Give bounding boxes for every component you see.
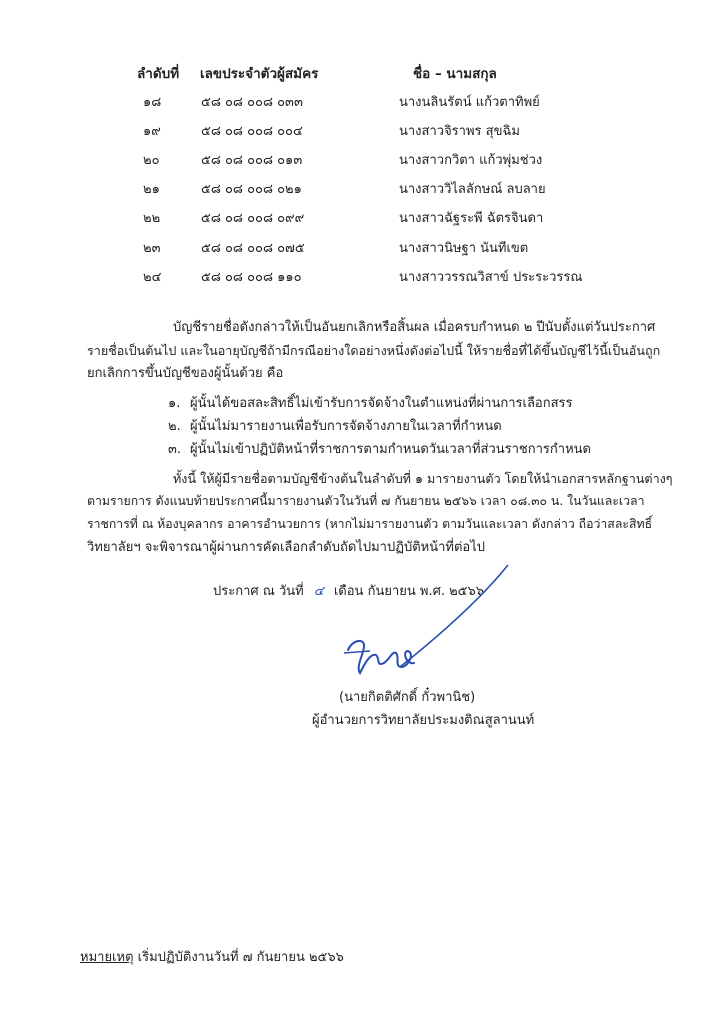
paragraph-line: ราชการที่ ณ ห้องบุคลากร อาคารอำนวยการ (หากไม่มารายงานตัว ตามวันและเวลา ดังกล่าว ถือว่าสละสิทธิ์	[87, 517, 653, 531]
announcement-prefix: ประกาศ ณ วันที่	[213, 584, 304, 599]
report-paragraph	[87, 467, 673, 559]
condition-text: ผู้นั้นได้ขอสละสิทธิ์ไม่เข้ารับการจัดจ้างในตำแหน่งที่ผ่านการเลือกสรร	[190, 396, 573, 411]
row-index: ๑๘	[143, 95, 162, 110]
note-text: เริ่มปฏิบัติงานวันที่ ๗ กันยายน ๒๕๖๖	[133, 950, 344, 965]
row-applicant-id: ๕๘ ๐๘ ๐๐๘ ๐๗๕	[201, 241, 305, 256]
signature-stroke	[348, 641, 414, 673]
condition-number: ๑.	[168, 396, 181, 411]
table-row	[0, 91, 724, 113]
row-index: ๒๑	[143, 182, 160, 197]
condition-number: ๓.	[168, 442, 182, 457]
signatory-position: ผู้อำนวยการวิทยาลัยประมงติณสูลานนท์	[312, 713, 535, 728]
header-index: ลำดับที่	[137, 66, 180, 82]
announcement-day: ๔	[313, 584, 324, 599]
signatory-name: (นายกิตติศักดิ์ กั๋วพานิช)	[339, 690, 476, 705]
row-name: นางสาวนิษฐา นันทีเขต	[399, 241, 529, 256]
note-label: หมายเหตุ	[80, 950, 134, 965]
condition-item	[168, 438, 591, 459]
paragraph-line: ตามรายการ ดังแนบท้ายประกาศนี้มารายงานตัวในวันที่ ๗ กันยายน ๒๕๖๖ เวลา ๐๘.๓๐ น. ในวันและเวลา	[87, 494, 645, 508]
paragraph-line: ยกเลิกการขึ้นบัญชีของผู้นั้นด้วย คือ	[87, 366, 284, 381]
row-name: นางสาวกวิตา แก้วพุ่มช่วง	[399, 153, 543, 168]
row-applicant-id: ๕๘ ๐๘ ๐๐๘ ๐๓๓	[201, 95, 303, 110]
signature-stroke	[400, 565, 508, 667]
condition-text: ผู้นั้นไม่เข้าปฏิบัติหน้าที่ราชการตามกำหนดวันเวลาที่ส่วนราชการกำหนด	[190, 442, 591, 457]
paragraph-line: รายชื่อเป็นต้นไป และในอายุบัญชีถ้ามีกรณีอย่างใดอย่างหนึ่งดังต่อไปนี้ ให้รายชื่อที่ได้ขึ้นบัญชีไว้นี้เป็นอันถูก	[87, 343, 661, 358]
row-name: นางสาววิไลลักษณ์ ลบลาย	[399, 182, 546, 197]
paragraph-line: วิทยาลัยฯ จะพิจารณาผู้ผ่านการคัดเลือกลำดับถัดไปมาปฏิบัติหน้าที่ต่อไป	[87, 540, 486, 555]
table-row	[0, 178, 724, 200]
table-row	[0, 120, 724, 142]
row-index: ๒๐	[143, 153, 160, 168]
row-applicant-id: ๕๘ ๐๘ ๐๐๘ ๐๑๓	[201, 153, 303, 168]
row-index: ๒๔	[143, 270, 162, 285]
condition-text: ผู้นั้นไม่มารายงานเพื่อรับการจัดจ้างภายในเวลาที่กำหนด	[190, 419, 502, 434]
row-applicant-id: ๕๘ ๐๘ ๐๐๘ ๑๑๐	[201, 270, 302, 285]
header-applicant-id: เลขประจำตัวผู้สมัคร	[200, 66, 319, 82]
row-index: ๑๙	[143, 124, 161, 139]
row-name: นางนลินรัตน์ แก้วตาทิพย์	[399, 95, 540, 110]
signature	[330, 555, 530, 685]
row-applicant-id: ๕๘ ๐๘ ๐๐๘ ๐๐๔	[201, 124, 303, 139]
condition-item	[168, 415, 502, 436]
note	[80, 946, 344, 967]
header-name: ชื่อ – นามสกุล	[413, 66, 497, 82]
row-name: นางสาวจิราพร สุขฉิม	[399, 124, 520, 139]
row-index: ๒๒	[143, 211, 161, 226]
row-applicant-id: ๕๘ ๐๘ ๐๐๘ ๐๙๙	[201, 211, 305, 226]
signature-stroke	[344, 651, 370, 653]
row-index: ๒๓	[143, 241, 161, 256]
cancellation-paragraph	[87, 316, 661, 385]
announcement-suffix: เดือน กันยายน พ.ศ. ๒๕๖๖	[333, 584, 485, 599]
row-name: นางสาววรรณวิสาข์ ประระวรรณ	[399, 270, 583, 285]
condition-item	[168, 392, 573, 413]
table-row	[0, 266, 724, 288]
table-row	[0, 149, 724, 171]
table-row	[0, 207, 724, 229]
table-row	[0, 237, 724, 259]
condition-number: ๒.	[168, 419, 181, 434]
paragraph-line: ทั้งนี้ ให้ผู้มีรายชื่อตามบัญชีข้างต้นในลำดับที่ ๑ มารายงานตัว โดยให้นำเอกสารหลักฐานต่างๆ	[173, 471, 673, 486]
row-applicant-id: ๕๘ ๐๘ ๐๐๘ ๐๒๑	[201, 182, 302, 197]
paragraph-line: บัญชีรายชื่อดังกล่าวให้เป็นอันยกเลิกหรือสิ้นผล เมื่อครบกำหนด ๒ ปีนับตั้งแต่วันประกาศ	[173, 320, 656, 335]
row-name: นางสาวฉัฐระพี ฉัตรจินดา	[399, 211, 544, 226]
